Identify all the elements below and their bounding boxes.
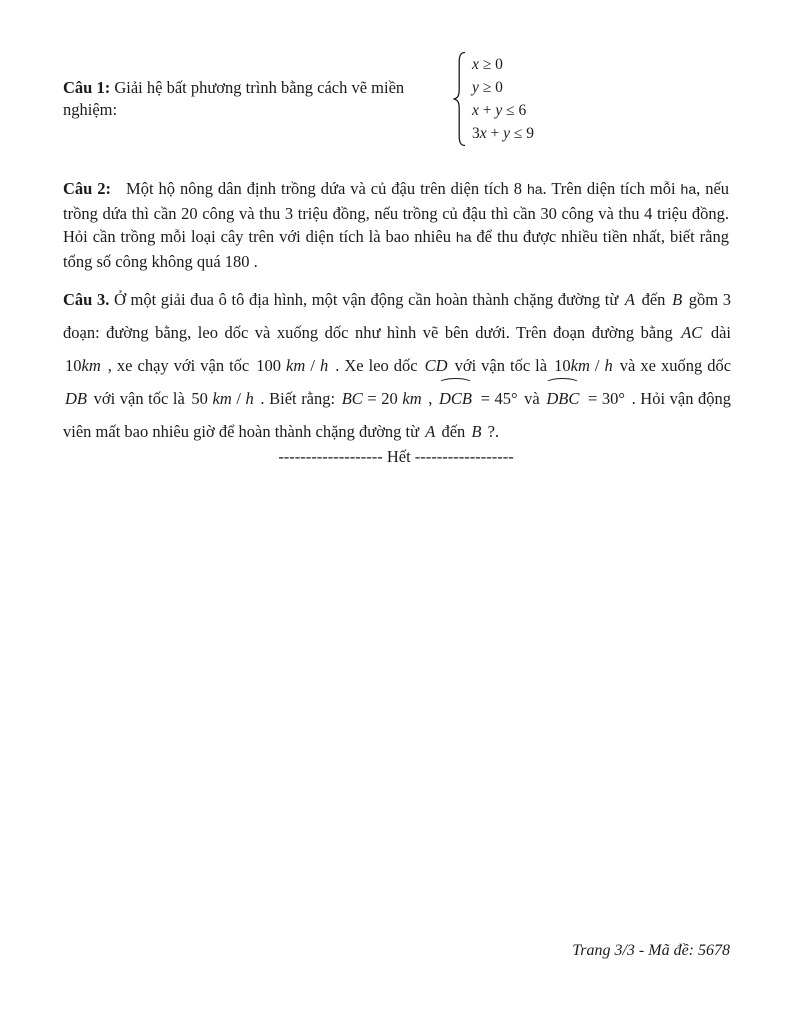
math-char: =: [480, 389, 490, 408]
text-run-math: [474, 389, 520, 408]
math-char: D: [546, 389, 559, 408]
math-char: /: [594, 356, 600, 375]
system-lines: [472, 53, 534, 145]
math-char: m: [88, 356, 101, 375]
math-char: 1: [554, 356, 563, 375]
math-char: =: [587, 389, 598, 408]
math-char: 0: [272, 356, 282, 375]
text-run-math: [623, 290, 637, 309]
math-char: C: [450, 389, 462, 408]
math-char: x: [472, 102, 479, 119]
inequality-line: [472, 76, 534, 99]
math-char: A: [681, 323, 692, 342]
text-run-math: [254, 356, 330, 375]
math-char: 2: [381, 389, 390, 408]
inequality-system: [453, 51, 534, 147]
question-3: [63, 283, 731, 448]
math-char: D: [65, 389, 77, 408]
text-run-normal: Một hộ nông dân định trồng dứa và củ đậu trên diện tích 8: [126, 179, 527, 198]
text-run-math: [63, 389, 89, 408]
text-run-math: [552, 356, 615, 375]
math-char: 0: [495, 79, 503, 96]
math-char: x: [472, 56, 479, 73]
math-char: 0: [264, 356, 273, 375]
math-char: h: [319, 356, 329, 375]
math-char: +: [490, 125, 500, 142]
math-char: k: [212, 389, 220, 408]
math-char: 9: [526, 125, 535, 142]
text-run-normal: với vận tốc là: [449, 356, 553, 375]
math-char: 3: [472, 125, 480, 142]
math-char: 0: [562, 356, 571, 375]
math-char: k: [570, 356, 578, 375]
math-char: 0: [73, 356, 82, 375]
text-run-normal: . Trên diện tích mỗi: [542, 179, 681, 198]
math-char: 0: [199, 389, 208, 408]
math-char: ≤: [506, 102, 515, 119]
text-run-sans: ha: [526, 181, 543, 197]
math-char: /: [310, 356, 315, 375]
math-char: m: [219, 389, 232, 408]
text-run-normal: , nếu trồng dứa thì cần 20 công và thu 3 triệu đồng, nếu trồng củ đậu thì cần 30 công và thu 4 triệu đồng. Hỏi cần trồng mỗi loại cây trên với diện tích là bao nhiêu: [63, 179, 730, 246]
inequality-line: [472, 99, 534, 122]
math-char: h: [245, 389, 254, 408]
math-char: ≤: [513, 125, 523, 142]
text-run-sans: ha: [680, 181, 697, 197]
text-run-bold: Câu 3.: [63, 290, 110, 309]
text-run-math: [670, 290, 684, 309]
math-char: k: [81, 356, 89, 375]
text-run-math: [340, 389, 424, 408]
math-char: °: [510, 389, 518, 408]
math-char: D: [435, 356, 448, 375]
text-run-normal: . Hỏi vận động viên mất bao nhiêu giờ để hoàn thành chặng đường từ: [63, 389, 732, 441]
page-footer: Trang 3/3 - Mã đề: 5678: [572, 942, 730, 959]
text-run-normal: đến: [437, 422, 470, 441]
math-char: B: [76, 389, 88, 408]
text-run-normal: ,: [423, 389, 437, 408]
text-run-math: [581, 389, 627, 408]
math-char: B: [341, 389, 352, 408]
text-run-bold: Câu 2:: [63, 179, 112, 198]
math-char: B: [672, 290, 683, 309]
math-char: D: [438, 389, 451, 408]
math-char: C: [351, 389, 363, 408]
text-run-math: [63, 356, 103, 375]
question-1: [63, 50, 752, 148]
text-run-normal: và: [519, 389, 545, 408]
text-run-normal: gồm 3 đoạn: đường bằng, leo dốc và xuống dốc như hình vẽ bên dưới. Trên đoạn đường bằng: [63, 290, 731, 342]
text-run-math: [469, 422, 483, 441]
math-char: 5: [191, 389, 200, 408]
text-run-normal: đến: [636, 290, 671, 309]
math-char: 4: [494, 389, 503, 408]
end-divider: ------------------- Hết ------------------: [278, 447, 514, 466]
math-char: y: [503, 125, 511, 142]
math-char: k: [286, 356, 294, 375]
text-run-normal: Ở một giải đua ô tô địa hình, một vận động cần hoàn thành chặng đường từ: [109, 290, 623, 309]
math-char: =: [367, 389, 377, 408]
question-2: [63, 177, 729, 273]
math-char: +: [482, 102, 492, 119]
math-char: C: [568, 389, 580, 408]
math-char: A: [624, 290, 635, 309]
math-char: m: [293, 356, 306, 375]
math-char: m: [409, 389, 422, 408]
text-run-normal: . Biết rằng:: [255, 389, 340, 408]
math-char: h: [604, 356, 613, 375]
math-char: k: [402, 389, 410, 408]
text-run-math: [423, 422, 437, 441]
math-char: B: [461, 389, 472, 408]
text-run-bold: Câu 1:: [63, 78, 115, 97]
math-char: 1: [256, 356, 265, 375]
math-char: 0: [495, 56, 503, 73]
text-run-math: [679, 323, 704, 342]
math-char: 6: [518, 102, 527, 119]
math-char: ≥: [482, 56, 492, 73]
text-run-normal: để thu được nhiều tiền nhất, biết rằng tổng số công không quá 180 .: [63, 227, 729, 271]
math-char: B: [471, 422, 482, 441]
math-char: ≥: [482, 79, 492, 96]
left-brace-glyph: [453, 51, 466, 147]
text-run-normal: . Xe leo dốc: [330, 356, 423, 375]
math-char: 5: [502, 389, 511, 408]
question-1-text: [63, 77, 453, 121]
math-char: °: [618, 389, 625, 408]
math-char: 3: [601, 389, 611, 408]
text-run-normal: và xe xuống dốc: [614, 356, 732, 375]
inequality-line: [472, 122, 534, 145]
math-char: x: [479, 125, 487, 142]
math-char: B: [558, 389, 569, 408]
math-char: y: [472, 79, 479, 96]
text-run-math-hat: [544, 382, 581, 415]
text-run-math: [423, 356, 450, 375]
text-run-math: [189, 389, 255, 408]
text-run-normal: ?.: [483, 422, 500, 441]
math-char: m: [577, 356, 590, 375]
math-char: 1: [65, 356, 74, 375]
math-char: /: [236, 389, 241, 408]
text-run-math-hat: [437, 382, 474, 415]
math-char: A: [425, 422, 436, 441]
math-char: y: [495, 102, 503, 119]
inequality-line: [472, 53, 534, 76]
math-char: C: [691, 323, 703, 342]
math-char: 0: [610, 389, 619, 408]
text-run-normal: dài: [704, 323, 731, 342]
math-char: C: [424, 356, 436, 375]
text-run-normal: Giải hệ bất phương trình bằng cách vẽ miền nghiệm:: [63, 78, 405, 119]
text-run-normal: , xe chạy với vận tốc: [102, 356, 255, 375]
math-char: 0: [389, 389, 398, 408]
text-run-normal: với vận tốc là: [89, 389, 190, 408]
text-run-sans: ha: [455, 229, 472, 245]
